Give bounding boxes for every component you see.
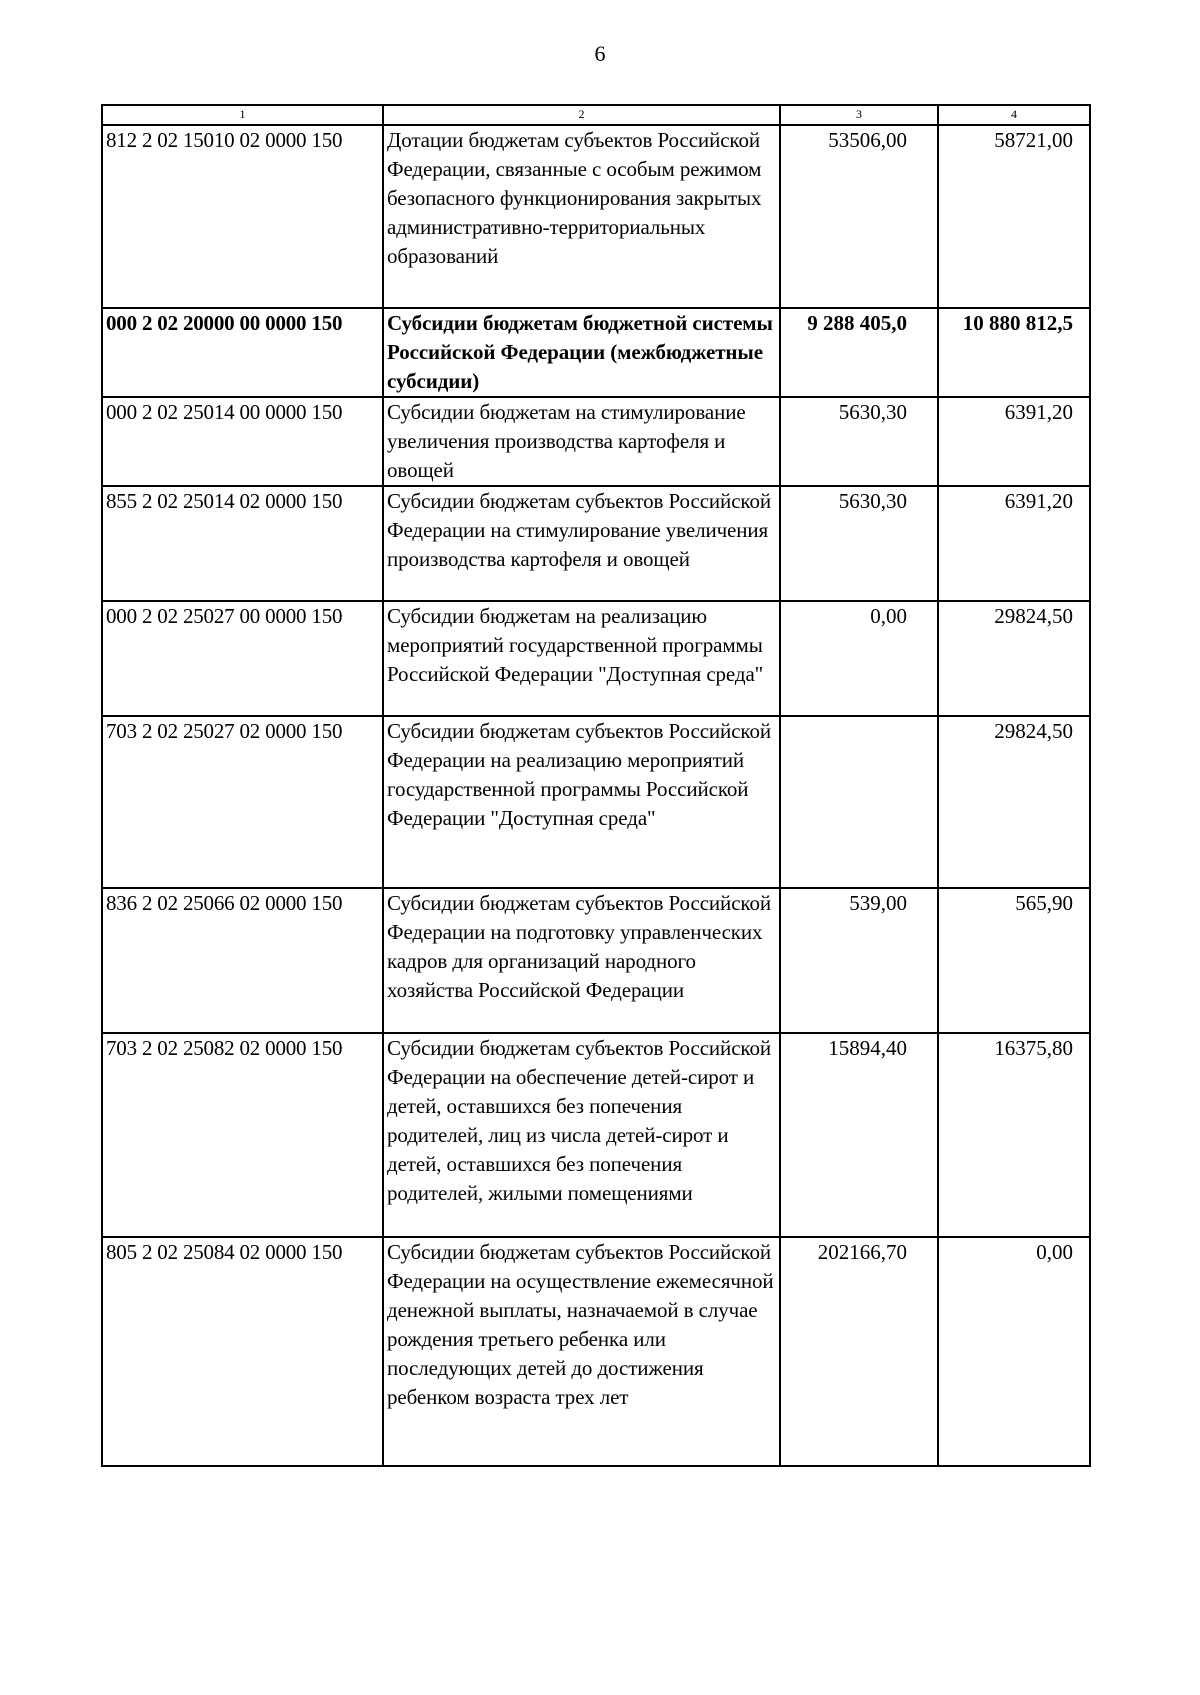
page-number: 6 [594,41,606,66]
column-header-1: 1 [102,105,383,125]
row-value-3: 539,00 [780,888,938,1033]
column-header-3: 3 [780,105,938,125]
row-code: 805 2 02 25084 02 0000 150 [102,1237,383,1466]
row-value-3 [780,716,938,888]
row-value-4: 58721,00 [938,125,1090,308]
table-row [102,125,1090,308]
header-row [102,105,1090,125]
row-value-3: 202166,70 [780,1237,938,1466]
row-name: Субсидии бюджетам субъектов Российской Федерации на осуществление ежемесячной денежной выплаты, назначаемой в случае рождения третьего ребенка или последующих детей до достижения ребенком возраста трех лет [383,1237,780,1466]
row-value-4: 16375,80 [938,1033,1090,1237]
table-row [102,601,1090,716]
row-value-4: 29824,50 [938,601,1090,716]
row-name: Субсидии бюджетам субъектов Российской Федерации на реализацию мероприятий государственной программы Российской Федерации "Доступная среда" [383,716,780,888]
row-value-4: 10 880 812,5 [938,308,1090,397]
row-value-4: 565,90 [938,888,1090,1033]
row-name: Субсидии бюджетам субъектов Российской Федерации на стимулирование увеличения производства картофеля и овощей [383,486,780,601]
row-code: 836 2 02 25066 02 0000 150 [102,888,383,1033]
row-value-3: 9 288 405,0 [780,308,938,397]
row-value-3: 5630,30 [780,397,938,486]
row-value-3: 5630,30 [780,486,938,601]
row-name: Субсидии бюджетам субъектов Российской Федерации на подготовку управленческих кадров для организаций народного хозяйства Российской Федерации [383,888,780,1033]
row-value-4: 6391,20 [938,486,1090,601]
row-code: 703 2 02 25027 02 0000 150 [102,716,383,888]
row-name: Дотации бюджетам субъектов Российской Федерации, связанные с особым режимом безопасного функционирования закрытых административно-территориальных образований [383,125,780,308]
table-row [102,716,1090,888]
row-name: Субсидии бюджетам на стимулирование увеличения производства картофеля и овощей [383,397,780,486]
budget-table [101,104,1091,1467]
table-row [102,1033,1090,1237]
row-code: 000 2 02 25027 00 0000 150 [102,601,383,716]
row-name: Субсидии бюджетам субъектов Российской Федерации на обеспечение детей-сирот и детей, оставшихся без попечения родителей, лиц из числа детей-сирот и детей, оставшихся без попечения родителей, жилыми помещениями [383,1033,780,1237]
row-code: 000 2 02 25014 00 0000 150 [102,397,383,486]
row-value-4: 29824,50 [938,716,1090,888]
row-value-4: 6391,20 [938,397,1090,486]
column-header-4: 4 [938,105,1090,125]
row-code: 000 2 02 20000 00 0000 150 [102,308,383,397]
row-code: 812 2 02 15010 02 0000 150 [102,125,383,308]
row-value-3: 0,00 [780,601,938,716]
column-header-2: 2 [383,105,780,125]
row-value-4: 0,00 [938,1237,1090,1466]
row-value-3: 53506,00 [780,125,938,308]
row-value-3: 15894,40 [780,1033,938,1237]
table-row [102,888,1090,1033]
table-row [102,308,1090,397]
row-name: Субсидии бюджетам бюджетной системы Российской Федерации (межбюджетные субсидии) [383,308,780,397]
table-row [102,486,1090,601]
table-row [102,1237,1090,1466]
table-row [102,397,1090,486]
row-code: 855 2 02 25014 02 0000 150 [102,486,383,601]
row-code: 703 2 02 25082 02 0000 150 [102,1033,383,1237]
row-name: Субсидии бюджетам на реализацию мероприятий государственной программы Российской Федерации "Доступная среда" [383,601,780,716]
